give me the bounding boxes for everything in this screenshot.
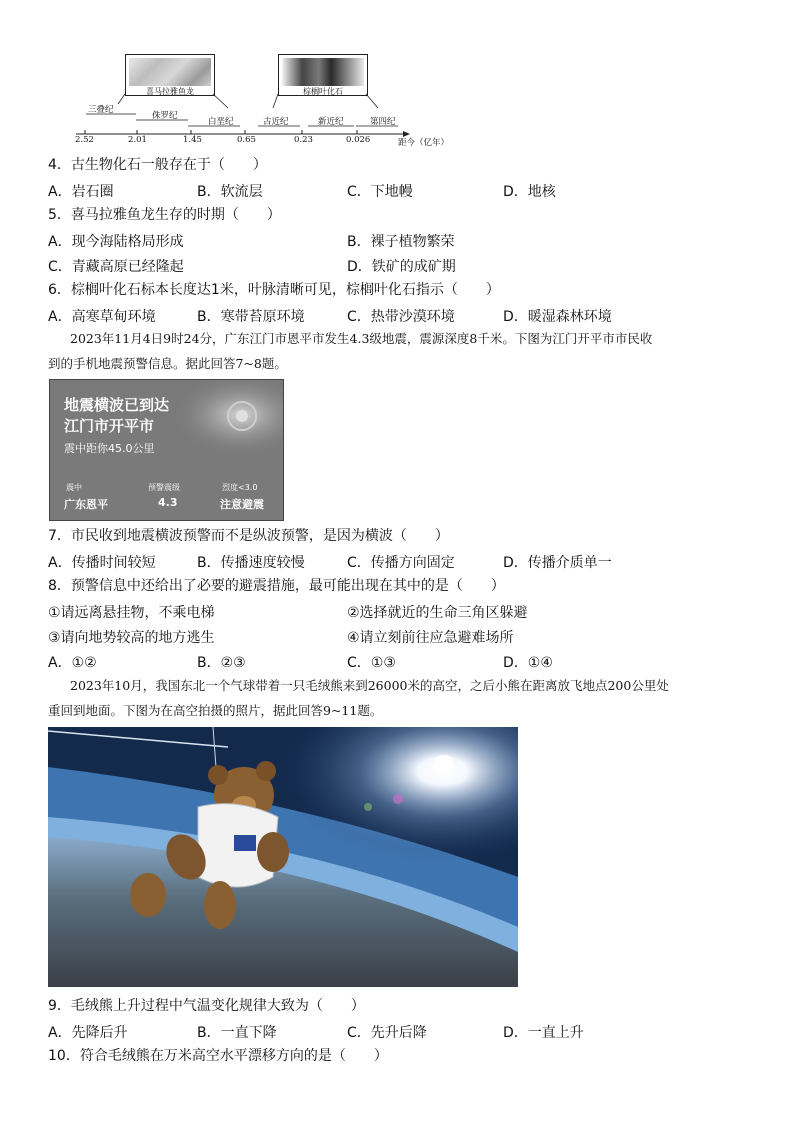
era-label: 第四纪 [370, 117, 396, 127]
era-label: 古近纪 [263, 117, 289, 127]
q5-option-d: D．铁矿的成矿期 [347, 259, 456, 275]
q6-option-d: D．暖湿森林环境 [503, 309, 612, 325]
tick-label: 2.52 [75, 135, 94, 145]
q5-option-a: A．现今海陆格局形成 [48, 234, 184, 250]
alert-title-line1: 地震横波已到达 [64, 396, 170, 414]
fossil-caption: 喜马拉雅鱼龙 [146, 87, 194, 96]
passage-balloon-line1: 2023年10月，我国东北一个气球带着一只毛绒熊来到26000米的高空，之后小熊在距离放飞地点200公里处 [70, 678, 669, 693]
q7-option-a: A．传播时间较短 [48, 555, 156, 571]
era-label: 侏罗纪 [152, 111, 178, 121]
q8-item-1: ①请远离悬挂物，不乘电梯 [48, 605, 215, 621]
axis-label: 距今（亿年） [398, 138, 450, 148]
passage-earthquake-line2: 到的手机地震预警信息。据此回答7~8题。 [48, 356, 287, 371]
fossil-caption: 棕榈叶化石 [303, 87, 343, 96]
alert-distance: 震中距你45.0公里 [64, 442, 155, 455]
q6-option-c: C．热带沙漠环境 [347, 309, 455, 325]
earthquake-alert-image [49, 379, 284, 521]
q9-option-a: A．先降后升 [48, 1025, 128, 1041]
question-5-stem: 5．喜马拉雅鱼龙生存的时期（ ） [48, 207, 281, 223]
q9-option-d: D．一直上升 [503, 1025, 584, 1041]
alert-magnitude-value: 4.3 [158, 496, 178, 509]
alert-title-line2: 江门市开平市 [64, 417, 155, 435]
q6-option-a: A．高寒草甸环境 [48, 309, 156, 325]
q8-option-a: A．①② [48, 655, 97, 671]
question-6-stem: 6．棕榈叶化石标本长度达1米，叶脉清晰可见，棕榈叶化石指示（ ） [48, 282, 500, 298]
q8-item-2: ②选择就近的生命三角区躲避 [347, 605, 528, 621]
alert-intensity-label: 烈度<3.0 [222, 483, 258, 492]
alert-magnitude-label: 预警震级 [148, 483, 180, 492]
q9-option-b: B．一直下降 [197, 1025, 277, 1041]
geologic-timeline-figure [48, 52, 458, 152]
alert-intensity-value: 注意避震 [220, 498, 264, 511]
high-altitude-teddy-bear-photo [48, 727, 518, 987]
tick-label: 2.01 [128, 135, 147, 145]
era-label: 新近纪 [318, 117, 344, 127]
q7-option-c: C．传播方向固定 [347, 555, 455, 571]
q5-option-c: C．青藏高原已经隆起 [48, 259, 184, 275]
era-label: 三叠纪 [88, 105, 114, 115]
question-4-stem: 4．古生物化石一般存在于（ ） [48, 157, 267, 173]
question-7-stem: 7．市民收到地震横波预警而不是纵波预警，是因为横波（ ） [48, 528, 449, 544]
q8-option-c: C．①③ [347, 655, 396, 671]
tick-label: 0.65 [237, 135, 256, 145]
q6-option-b: B．寒带苔原环境 [197, 309, 305, 325]
era-label: 白垩纪 [208, 117, 234, 127]
q4-option-c: C．下地幔 [347, 184, 413, 200]
q8-item-3: ③请向地势较高的地方逃生 [48, 630, 215, 646]
tick-label: 0.23 [294, 135, 313, 145]
q7-option-b: B．传播速度较慢 [197, 555, 305, 571]
q4-option-a: A．岩石圈 [48, 184, 114, 200]
tick-label: 0.026 [346, 135, 371, 145]
passage-earthquake-line1: 2023年11月4日9时24分，广东江门市恩平市发生4.3级地震，震源深度8千米。下图为江门开平市市民收 [70, 331, 653, 346]
question-10-stem: 10．符合毛绒熊在万米高空水平漂移方向的是（ ） [48, 1048, 388, 1064]
q8-item-4: ④请立刻前往应急避难场所 [347, 630, 514, 646]
question-9-stem: 9．毛绒熊上升过程中气温变化规律大致为（ ） [48, 998, 365, 1014]
tick-label: 1.45 [183, 135, 202, 145]
q4-option-d: D．地核 [503, 184, 556, 200]
q7-option-d: D．传播介质单一 [503, 555, 612, 571]
q8-option-d: D．①④ [503, 655, 553, 671]
alert-epicenter-value: 广东恩平 [64, 498, 108, 511]
alert-epicenter-label: 震中 [66, 483, 82, 492]
question-8-stem: 8．预警信息中还给出了必要的避震措施，最可能出现在其中的是（ ） [48, 578, 505, 594]
q9-option-c: C．先升后降 [347, 1025, 427, 1041]
q8-option-b: B．②③ [197, 655, 246, 671]
passage-balloon-line2: 重回到地面。下图为在高空拍摄的照片，据此回答9~11题。 [48, 703, 383, 718]
q4-option-b: B．软流层 [197, 184, 263, 200]
photo-scene [48, 727, 518, 987]
q5-option-b: B．裸子植物繁荣 [347, 234, 455, 250]
